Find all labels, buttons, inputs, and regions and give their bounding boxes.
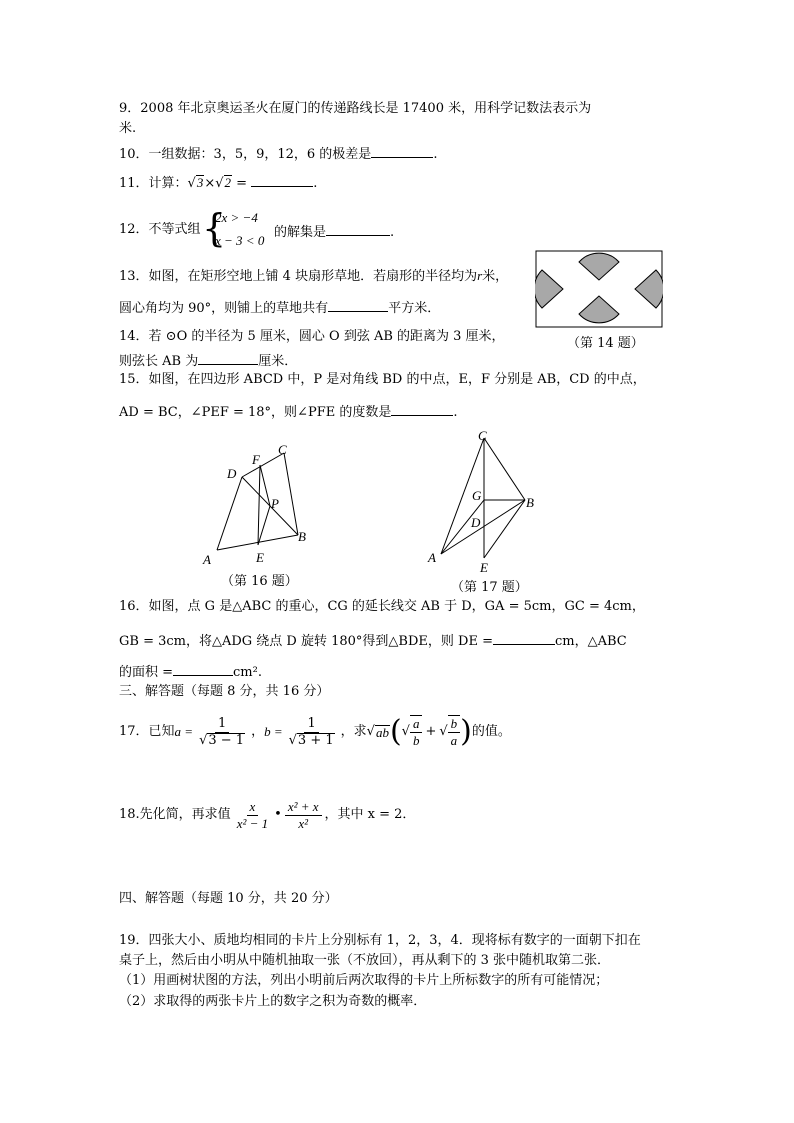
- q12-ineq1: 2x > −4: [215, 210, 258, 225]
- figure-16-caption: （第 16 题）: [221, 574, 298, 589]
- q12-post: 的解集是 .: [274, 221, 394, 242]
- fig16-edge-ad: [217, 477, 242, 550]
- q14-answer-blank: [198, 350, 258, 365]
- q18-frac1: $\frac{x}{\text{x² − 1}}$: [236, 798, 269, 831]
- section-3-heading: 三、解答题（每题 8 分，共 16 分）: [119, 684, 330, 699]
- fig16-label-d: D: [227, 466, 237, 481]
- fig17-label-b: B: [526, 495, 534, 510]
- q15-answer-blank: [391, 401, 453, 416]
- fig16-segment-fp: [260, 465, 270, 506]
- q16-de-blank: [493, 630, 555, 645]
- q11-answer-blank: [251, 172, 313, 187]
- q11: 11．计算：√3×√2 = .: [119, 172, 317, 193]
- fig16-label-a: A: [203, 552, 211, 567]
- fig16-label-f: F: [252, 452, 260, 467]
- q14-line1: 14．若 ⊙O 的半径为 5 厘米，圆心 O 到弦 AB 的距离为 3 厘米，: [119, 329, 505, 344]
- q15-line2: AD = BC，∠PEF = 18°，则∠PFE 的度数是 .: [119, 401, 457, 422]
- q10-answer-blank: [371, 143, 433, 158]
- q18-frac2: $\frac{\text{x² + x}}{\text{x²}}$: [285, 799, 322, 832]
- q12-answer-blank: [326, 221, 390, 236]
- q17-frac-b: $\frac{1}{√3 + 1}$: [288, 715, 334, 748]
- q10-text: 10．一组数据：3，5，9，12，6 的极差是: [119, 147, 372, 162]
- fig16-label-p: P: [271, 496, 279, 511]
- q13-line2: 圆心角均为 90°，则铺上的草地共有 平方米．: [119, 297, 440, 318]
- q9-line2: 米.: [119, 121, 137, 136]
- figure-16: [200, 440, 320, 570]
- q15-line1: 15．如图，在四边形 ABCD 中，P 是对角线 BD 的中点，E，F 分别是 AB，CD 的中点，: [119, 372, 646, 387]
- fig17-edge-ab: [441, 500, 525, 554]
- q12-ineq2: x − 3 < 0: [215, 233, 265, 248]
- section-4-heading: 四、解答题（每题 10 分，共 20 分）: [119, 891, 338, 906]
- fig16-edge-ab: [217, 535, 298, 550]
- fig16-segment-ef: [258, 465, 260, 545]
- fig17-label-c: C: [478, 428, 487, 443]
- figure-14-caption: （第 14 题）: [567, 336, 644, 351]
- fig17-label-g: G: [472, 488, 482, 503]
- fig16-label-e: E: [256, 550, 264, 565]
- fig16-label-b: B: [298, 529, 306, 544]
- q9-line1: 9．2008 年北京奥运圣火在厦门的传递路线长是 17400 米，用科学记数法表示为: [119, 101, 592, 116]
- q16-area-blank: [173, 661, 233, 676]
- q13-answer-blank: [328, 297, 388, 312]
- q12: 12．不等式组: [119, 222, 201, 237]
- q10: 10．一组数据：3，5，9，12，6 的极差是 .: [119, 143, 437, 164]
- figure-17-caption: （第 17 题）: [451, 580, 528, 595]
- q19-line4: （2）求取得的两张卡片上的数字之积为奇数的概率．: [119, 994, 427, 1009]
- q17: 17．已知 a = $\frac{1}{√3 - 1}$ ， b = $\frac{1}{√3 + 1}$ ，求 √ ab ( √ $\frac{a}{b}$ + √ $\frac{b}{a}$ ) 的值。: [119, 714, 511, 749]
- q17-frac-a: $\frac{1}{√3 - 1}$: [199, 715, 245, 748]
- fig16-segment-ep: [258, 506, 270, 545]
- q14-line2: 则弦长 AB 为 厘米．: [119, 350, 297, 371]
- q16-line2: GB = 3cm，将△ADG 绕点 D 旋转 180°得到△BDE，则 DE = cm，△ABC: [119, 630, 627, 651]
- figure-17: [425, 428, 545, 576]
- fig17-label-e: E: [480, 560, 488, 575]
- figure-14: [535, 250, 663, 328]
- fig17-segment-eb: [484, 500, 525, 558]
- fig16-label-c: C: [278, 442, 287, 457]
- q16-line1: 16．如图，点 G 是△ABC 的重心，CG 的延长线交 AB 于 D，GA = 5cm，GC = 4cm，: [119, 599, 645, 614]
- q19-line1: 19．四张大小、质地均相同的卡片上分别标有 1，2，3，4．现将标有数字的一面朝下扣在: [119, 933, 641, 948]
- fig17-label-d: D: [471, 515, 481, 530]
- fig17-edge-cb: [484, 438, 525, 500]
- q12-brace: {: [202, 206, 227, 250]
- q19-line2: 桌子上，然后由小明从中随机抽取一张（不放回），再从剩下的 3 张中随机取第二张．: [119, 953, 611, 968]
- fig17-label-a: A: [428, 550, 436, 565]
- q19-line3: （1）用画树状图的方法，列出小明前后两次取得的卡片上所标数字的所有可能情况；: [119, 973, 609, 988]
- q16-line3: 的面积 = cm².: [119, 661, 262, 682]
- q13-line1: 13．如图，在矩形空地上铺 4 块扇形草地．若扇形的半径均为r米，: [119, 268, 509, 284]
- q18: 18.先化简，再求值 $\frac{x}{\text{x² − 1}}$ • $\frac{\text{x² + x}}{\text{x²}}$ ，其中 x = 2．: [119, 798, 416, 831]
